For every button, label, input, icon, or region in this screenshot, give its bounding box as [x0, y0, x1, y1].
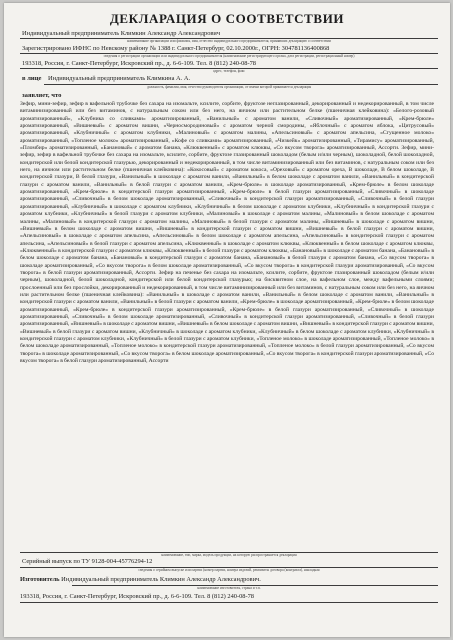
manufacturer-name: Индивидуальный предприниматель Климкин Александр Александрович.: [61, 576, 261, 583]
represented-caption: должность, фамилия, имя, отчество руководителя организации, от имени которой принимается декларация: [146, 85, 312, 89]
applicant-address: 193318, Россия, г. Санкт-Петербург, Искровский пр., д. 6-6-109. Тел. 8 (812) 240-08-78: [22, 60, 256, 67]
product-description: Зефир, мини-зефир, зефир в вафельной трубочке без сахара на изомальте, ксилите, сорбите, фруктозе неглазированный, декорированный и недекорированный, в том числе витаминизированный или без витаминов, с натуральным соком или без него, на яичном или растительном белке (пшеничная клейковина): «Белого-розовый ароматизированный», «Клубника со сливками» ароматизированный, «Ванильный» с ароматом ванили, «Сливочный» ароматизированный, «Крем-брюле» ароматизированный, «Вишневый» с ароматом вишни, «Черносмородиновый» с ароматом черной смородины, «Яблочный» с ароматом яблока, «Цитрусовый» ароматизированный, «Клубничный» с ароматом клубники, «Малиновый» с ароматом малины, «Апельсиновый» с ароматом апельсина, «Сгущенное молоко» ароматизированный, «Топленое молоко» ароматизированный, «Кофе со сливками» ароматизированный, «Чизкейк» ароматизированный, «Тирамису» ароматизированный, «Пломбир» ароматизированный, «Банановый» с ароматом банана, «Клюквенный» с ароматом клюквы, «Со вкусом творога» ароматизированный, Ассорти. Зефир, мини-зефир, зефир в вафельной трубочке без сахара на изомальте, ксилите, сорбите, фруктозе глазированный шоколадом (белым и/или черным), шоколадной, белой шоколадной, кондитерской или белой кондитерской глазурью, декорированный и недекорированный, в том числе витаминизированный или без витаминов, с натуральным соком или без него, на яичном или растительном белке (пшеничная клейковина): «Кокосовый» с ароматом кокоса, «Ореховый» с ароматом ореха, В шоколаде, В белом шоколаде, В кондитерской глазури, В белой глазури, «Ванильный» в шоколаде с ароматом ванили, «Ванильный» в белом шоколаде с ароматом ванили, «Ванильный» в кондитерской глазури с ароматом ванили, «Ванильный» в белой глазури с ароматом ванили, «Крем-брюле» в шоколаде ароматизированный, «Крем-брюле» в белом шоколаде ароматизированный, «Крем-брюле» в кондитерской глазури ароматизированный, «Крем-брюле» в белой глазури ароматизированный, «Сливочный» в шоколаде ароматизированный, «Сливочный» в белом шоколаде ароматизированный, «Сливочный» в кондитерской глазури ароматизированный, «Сливочный» в белой глазури ароматизированный, «Клубничный» в шоколаде с ароматом клубники, «Клубничный» в белом шоколаде с ароматом клубники, «Клубничный» в кондитерской глазури с ароматом клубники, «Клубничный» в белой глазури с ароматом клубники, «Малиновый» в шоколаде с ароматом малины, «Малиновый» в белом шоколаде с ароматом малины, «Малиновый» в кондитерской глазури с ароматом малины, «Малиновый» в белой глазури с ароматом малины, «Вишневый» в шоколаде с ароматом вишни, «Вишневый» в белом шоколаде с ароматом вишни, «Вишневый» в кондитерской глазури с ароматом вишни, «Вишневый» в белой глазури с ароматом вишни, «Апельсиновый» в шоколаде с ароматом апельсина, «Апельсиновый» в белом шоколаде с ароматом апельсина, «Апельсиновый» в кондитерской глазури с ароматом апельсина, «Апельсиновый» в белой глазури с ароматом апельсина, «Клюквенный» в шоколаде с ароматом клюквы, «Клюквенный» в белом шоколаде с ароматом клюквы, «Клюквенный» в кондитерской глазури с ароматом клюквы, «Клюквенный» в белой глазури с ароматом клюквы, «Банановый» в шоколаде с ароматом банана, «Банановый» в белом шоколаде с ароматом банана, «Банановый» в кондитерской глазури с ароматом банана, «Банановый» в белой глазури с ароматом банана, «Со вкусом творога» в шоколаде ароматизированный, «Со вкусом творога» в белом шоколаде ароматизированный, «Со вкусом творога» в кондитерской глазури ароматизированный, «Со вкусом творога» в белой глазури ароматизированный, Ассорти. Зефир на печенье без сахара на изомальте, ксилите, сорбите, фруктозе глазированный шоколадом (белым и/или черным), шоколадной, белой шоколадной, кондитерской или белой кондитерской глазурью; на бисквитном слое, на вафельном слое, между вафельными слоями; прослоенный или без прослойки, декорированный и недекорированный, в том числе витаминизированный или без витаминов, с натуральным соком или без него, на яичном или растительном белке (пшеничная клейковина): «Ванильный» в шоколаде с ароматом ванили, «Ванильный» в белом шоколаде с ароматом ванили, «Ванильный» в кондитерской глазури с ароматом ванили, «Ванильный» в белой глазури с ароматом ванили, «Крем-брюле» в шоколаде ароматизированный, «Крем-брюле» в белом шоколаде ароматизированный, «Крем-брюле» в кондитерской глазури ароматизированный, «Крем-брюле» в белой глазури ароматизированный, «Сливочный» в шоколаде ароматизированный, «Сливочный» в белом шоколаде ароматизированный, «Сливочный» в кондитерской глазури ароматизированный, «Сливочный» в белой глазури ароматизированный, «Вишневый» в шоколаде с ароматом вишни, «Вишневый» в белом шоколаде с ароматом вишни, «Вишневый» в кондитерской глазури с ароматом вишни, «Вишневый» в белой глазури с ароматом вишни, «Клубничный» в шоколаде с ароматом клубники, «Клубничный» в белом шоколаде с ароматом клубники, «Клубничный» в кондитерской глазури с ароматом клубники, «Клубничный» в белой глазури с ароматом клубники, «Топленое молоко» в шоколаде ароматизированный, «Топленое молоко» в белом шоколаде ароматизированный, «Топленое молоко» в кондитерской глазури ароматизированный, «Топленое молоко» в белой глазури ароматизированный, «Со вкусом творога» в шоколаде ароматизированный, «Со вкусом творога» в белом шоколаде ароматизированный, «Со вкусом творога» в кондитерской глазури ароматизированный, «Со вкусом творога» в белой глазури ароматизированный, Ассорти: [20, 101, 434, 365]
manufacturer-caption: наименование изготовителя, страна и т.п.: [197, 586, 261, 590]
represented-by: Индивидуальный предприниматель Климкина А. А.: [48, 75, 191, 82]
registration-info: Зарегистрировано ИФНС по Невскому району № 1388 г. Санкт-Петербург, 02.10.2000г., ОГРН: 304781136400868: [22, 45, 330, 52]
document-title: ДЕКЛАРАЦИЯ О СООТВЕТСТВИИ: [109, 11, 345, 26]
manufacturer-address-rule: [20, 602, 438, 603]
manufacturer-address: 193318, Россия, г. Санкт-Петербург, Искровский пр., д. 6-6-109. Тел. 8 (812) 240-08-78: [20, 593, 254, 600]
applicant-caption: наименование организации или фамилия, имя, отчество индивидуального предпринимателя, принявших декларацию о соответствии: [127, 39, 331, 43]
applicant-name: Индивидуальный предприниматель Климкин Александр Александрович: [22, 30, 221, 37]
manufacturer-label: Изготовитель: [20, 576, 60, 583]
declaration-sheet: [4, 3, 450, 637]
registration-caption: сведения о регистрации организации или индивидуального предпринимателя (наименование регистрирующего органа, дата регистрации, регистрационный номер): [103, 54, 355, 58]
address-caption: адрес, телефон, факс: [213, 69, 245, 73]
represented-label: в лице: [22, 75, 42, 82]
product-caption: наименование, тип, марка, модель продукции, на которую распространяется декларация: [161, 553, 297, 557]
declares-label: заявляет, что: [22, 92, 62, 99]
serial-release: Серийный выпуск по ТУ 9128-004-45776294-12: [22, 558, 153, 565]
manufacturer-line: [20, 576, 261, 583]
serial-caption: сведения о серийном выпуске или партии (номер партии, номера изделий, реквизиты договора (контракта), накладная: [138, 568, 320, 572]
